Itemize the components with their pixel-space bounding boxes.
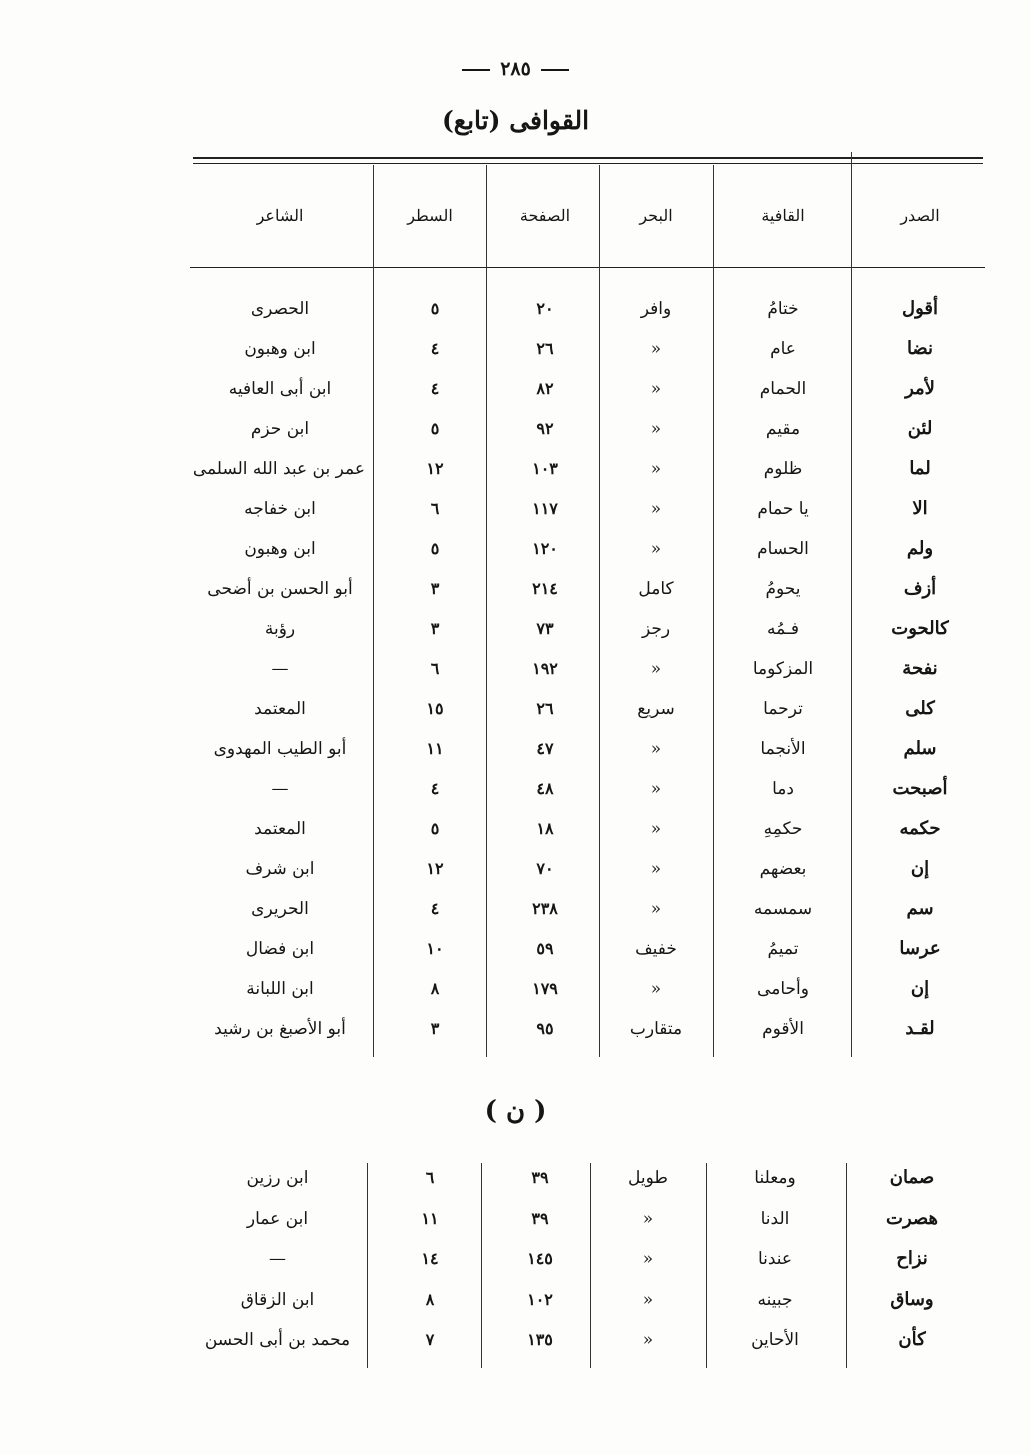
cell-satr: ٥ (430, 819, 440, 838)
cell-shaer: — (271, 779, 289, 799)
cell-satr: ٤ (430, 339, 440, 358)
cell-satr: ٥ (430, 419, 440, 438)
cell-bahr: « (650, 739, 662, 759)
cell-sadr: حكمه (899, 818, 941, 839)
cell-sadr: لئن (907, 418, 933, 439)
cell-safha: ٢٦ (536, 339, 554, 358)
cell-qafiya: عندنا (757, 1249, 793, 1269)
page-number-text: ٢٨٥ (500, 58, 531, 80)
table1-column-divider (713, 165, 714, 1057)
cell-qafiya: سمسمه (753, 899, 813, 919)
cell-qafiya: الدنا (760, 1208, 790, 1229)
cell-qafiya: المزكوما (752, 659, 814, 679)
cell-sadr: نزاح (896, 1248, 928, 1269)
cell-bahr: « (650, 339, 662, 359)
cell-qafiya: يحومُ (765, 579, 801, 599)
cell-safha: ٧٠ (536, 859, 554, 878)
cell-safha: ٤٧ (536, 739, 554, 758)
cell-satr: ٤ (430, 899, 440, 918)
cell-bahr: « (650, 379, 662, 399)
table-top-rule-2 (193, 163, 983, 164)
cell-bahr: وافر (640, 299, 672, 319)
cell-satr: ١٤ (421, 1249, 439, 1268)
header-qafiya: القافية (761, 206, 805, 225)
cell-shaer: محمد بن أبى الحسن (204, 1330, 351, 1350)
cell-sadr: سلم (903, 738, 937, 759)
cell-satr: ٤ (430, 379, 440, 398)
cell-satr: ١٢ (426, 859, 444, 878)
cell-sadr: أقول (902, 298, 938, 319)
cell-bahr: خفيف (635, 939, 677, 959)
cell-shaer: ابن شرف (245, 859, 315, 879)
page-number (0, 58, 1031, 80)
cell-bahr: « (650, 419, 662, 439)
table1-column-divider (486, 165, 487, 1057)
cell-sadr: إن (910, 858, 930, 879)
cell-bahr: كامل (638, 579, 674, 599)
cell-bahr: « (650, 859, 662, 879)
cell-shaer: الحريرى (251, 899, 309, 919)
cell-sadr: لقـد (905, 1018, 935, 1039)
cell-qafiya: الحمام (759, 379, 807, 399)
cell-satr: ٦ (425, 1168, 435, 1187)
cell-bahr: « (642, 1249, 654, 1269)
cell-sadr: لما (909, 458, 931, 479)
cell-bahr: « (642, 1208, 654, 1229)
cell-satr: ٨ (425, 1289, 435, 1309)
cell-shaer: ابن عمار (246, 1208, 309, 1229)
cell-bahr: « (650, 459, 662, 479)
cell-bahr: « (650, 979, 662, 999)
table-header-rule (190, 267, 985, 268)
cell-shaer: رؤبة (264, 619, 296, 639)
cell-sadr: وساق (890, 1288, 934, 1310)
cell-sadr: كلى (905, 698, 935, 719)
cell-satr: ٣ (430, 619, 440, 638)
table2-column-divider (590, 1163, 591, 1368)
header-shaer: الشاعر (256, 206, 304, 225)
cell-shaer: أبو الأصبغ بن رشيد (214, 1019, 346, 1039)
table2-column-divider (846, 1163, 847, 1368)
cell-qafiya: جبينه (757, 1289, 793, 1310)
cell-qafiya: وأحامى (757, 979, 809, 999)
cell-shaer: أبو الحسن بن أضحى (207, 579, 353, 599)
cell-safha: ١٤٥ (527, 1249, 553, 1268)
cell-bahr: سريع (637, 699, 675, 719)
cell-safha: ٩٢ (536, 419, 554, 438)
header-bahr: البحر (639, 206, 673, 225)
cell-bahr: « (642, 1330, 654, 1350)
cell-shaer: أبو الطيب المهدوى (213, 739, 347, 759)
cell-bahr: « (650, 539, 662, 559)
cell-sadr: نفحة (902, 658, 938, 679)
cell-satr: ١٠ (426, 939, 444, 958)
cell-safha: ١٣٥ (527, 1330, 553, 1349)
cell-shaer: المعتمد (254, 819, 306, 839)
page-number-dash-left (462, 69, 490, 71)
cell-bahr: « (642, 1289, 654, 1310)
table2-column-divider (367, 1163, 368, 1368)
cell-safha: ٢٣٨ (532, 899, 558, 918)
cell-shaer: ابن اللبانة (246, 979, 314, 999)
cell-sadr: ولم (906, 538, 934, 559)
cell-sadr: أزف (903, 578, 937, 599)
cell-safha: ٢١٤ (532, 579, 558, 598)
page-title: (تابع) القوافى (441, 106, 590, 135)
cell-shaer: المعتمد (254, 699, 306, 719)
cell-satr: ٥ (430, 299, 440, 318)
cell-satr: ١٢ (426, 459, 444, 478)
cell-qafiya: بعضهم (759, 859, 807, 879)
cell-satr: ١١ (426, 739, 444, 758)
cell-satr: ٥ (430, 539, 440, 558)
cell-bahr: « (650, 499, 662, 519)
cell-shaer: ابن وهبون (244, 539, 316, 559)
table1-column-divider (373, 165, 374, 1057)
cell-safha: ٩٥ (536, 1019, 554, 1038)
cell-sadr: سم (906, 898, 934, 919)
table2-column-divider (481, 1163, 482, 1368)
cell-safha: ٨٢ (536, 379, 554, 398)
cell-qafiya: ومعلنا (754, 1168, 796, 1188)
cell-satr: ١٥ (426, 699, 444, 718)
cell-shaer: ابن فضال (245, 939, 315, 959)
cell-qafiya: الأقوم (762, 1019, 804, 1039)
table2-column-divider (706, 1163, 707, 1368)
cell-satr: ٦ (430, 659, 440, 678)
cell-sadr: لأمر (905, 378, 935, 399)
cell-satr: ٣ (430, 1019, 440, 1038)
cell-shaer: ابن الزقاق (240, 1289, 315, 1310)
cell-bahr: « (650, 899, 662, 919)
cell-satr: ٨ (430, 979, 440, 998)
table-top-rule-1 (193, 157, 983, 159)
cell-qafiya: حكمِهِ (763, 819, 803, 839)
cell-sadr: صمان (889, 1167, 935, 1188)
cell-satr: ٤ (430, 779, 440, 798)
cell-sadr: عرسا (899, 938, 941, 959)
cell-sadr: كالحوت (891, 618, 949, 639)
section-heading-nun: ( ن ) (484, 1096, 547, 1126)
cell-qafiya: الحسام (757, 539, 809, 559)
cell-bahr: « (650, 779, 662, 799)
cell-safha: ٣٩ (531, 1168, 549, 1187)
cell-shaer: عمر بن عبد الله السلمى (192, 459, 365, 479)
cell-sadr: كأن (898, 1329, 926, 1350)
cell-qafiya: ختامُ (767, 299, 799, 319)
cell-safha: ٥٩ (536, 939, 554, 958)
cell-safha: ١٠٣ (532, 459, 558, 478)
cell-satr: ٣ (430, 579, 440, 598)
cell-sadr: هصرت (886, 1207, 938, 1229)
cell-qafiya: الأنجما (760, 739, 806, 759)
header-safha: الصفحة (519, 206, 571, 225)
cell-sadr: إن (910, 978, 930, 999)
cell-qafiya: ظلوم (763, 459, 803, 479)
cell-safha: ٧٣ (536, 619, 554, 638)
cell-shaer: — (269, 1249, 286, 1269)
cell-safha: ١٠٢ (527, 1289, 553, 1309)
cell-shaer: ابن حزم (250, 419, 310, 439)
cell-safha: ١٢٠ (532, 539, 558, 558)
cell-bahr: « (650, 659, 662, 679)
cell-qafiya: ترحما (763, 699, 803, 719)
cell-safha: ٣٩ (531, 1208, 549, 1228)
cell-shaer: ابن رزين (246, 1168, 309, 1188)
cell-shaer: ابن أبى العافيه (228, 379, 332, 399)
cell-shaer: ابن وهبون (244, 339, 316, 359)
cell-qafiya: دما (772, 779, 794, 799)
cell-safha: ٢٦ (536, 699, 554, 718)
page-number-dash-right (541, 69, 569, 71)
cell-safha: ٢٠ (536, 299, 554, 318)
cell-shaer: الحصرى (250, 299, 310, 319)
cell-qafiya: يا حمام (757, 499, 809, 519)
cell-bahr: طويل (628, 1168, 668, 1188)
cell-shaer: — (271, 659, 289, 679)
header-satr: السطر (407, 206, 453, 225)
cell-safha: ١١٧ (532, 499, 558, 518)
cell-qafiya: تميمُ (767, 939, 799, 959)
cell-bahr: رجز (641, 619, 671, 639)
cell-qafiya: عام (770, 339, 796, 359)
header-sadr: الصدر (900, 206, 940, 225)
cell-safha: ٤٨ (536, 779, 554, 798)
cell-safha: ١٩٢ (532, 659, 558, 678)
table1-column-divider (851, 152, 852, 1057)
cell-bahr: « (650, 819, 662, 839)
cell-shaer: ابن خفاجه (244, 499, 316, 519)
table1-column-divider (599, 165, 600, 1057)
cell-sadr: نضا (906, 338, 934, 359)
cell-safha: ١٨ (536, 819, 554, 838)
cell-qafiya: الأحاين (751, 1330, 799, 1350)
cell-qafiya: فـمُه (766, 619, 800, 639)
cell-satr: ٧ (425, 1330, 435, 1349)
cell-satr: ١١ (421, 1208, 439, 1228)
cell-bahr: متقارب (629, 1019, 683, 1039)
cell-satr: ٦ (430, 499, 440, 518)
cell-sadr: الا (912, 498, 928, 519)
cell-safha: ١٧٩ (532, 979, 558, 998)
cell-qafiya: مقيم (765, 419, 801, 439)
cell-sadr: أصبحت (892, 778, 948, 799)
